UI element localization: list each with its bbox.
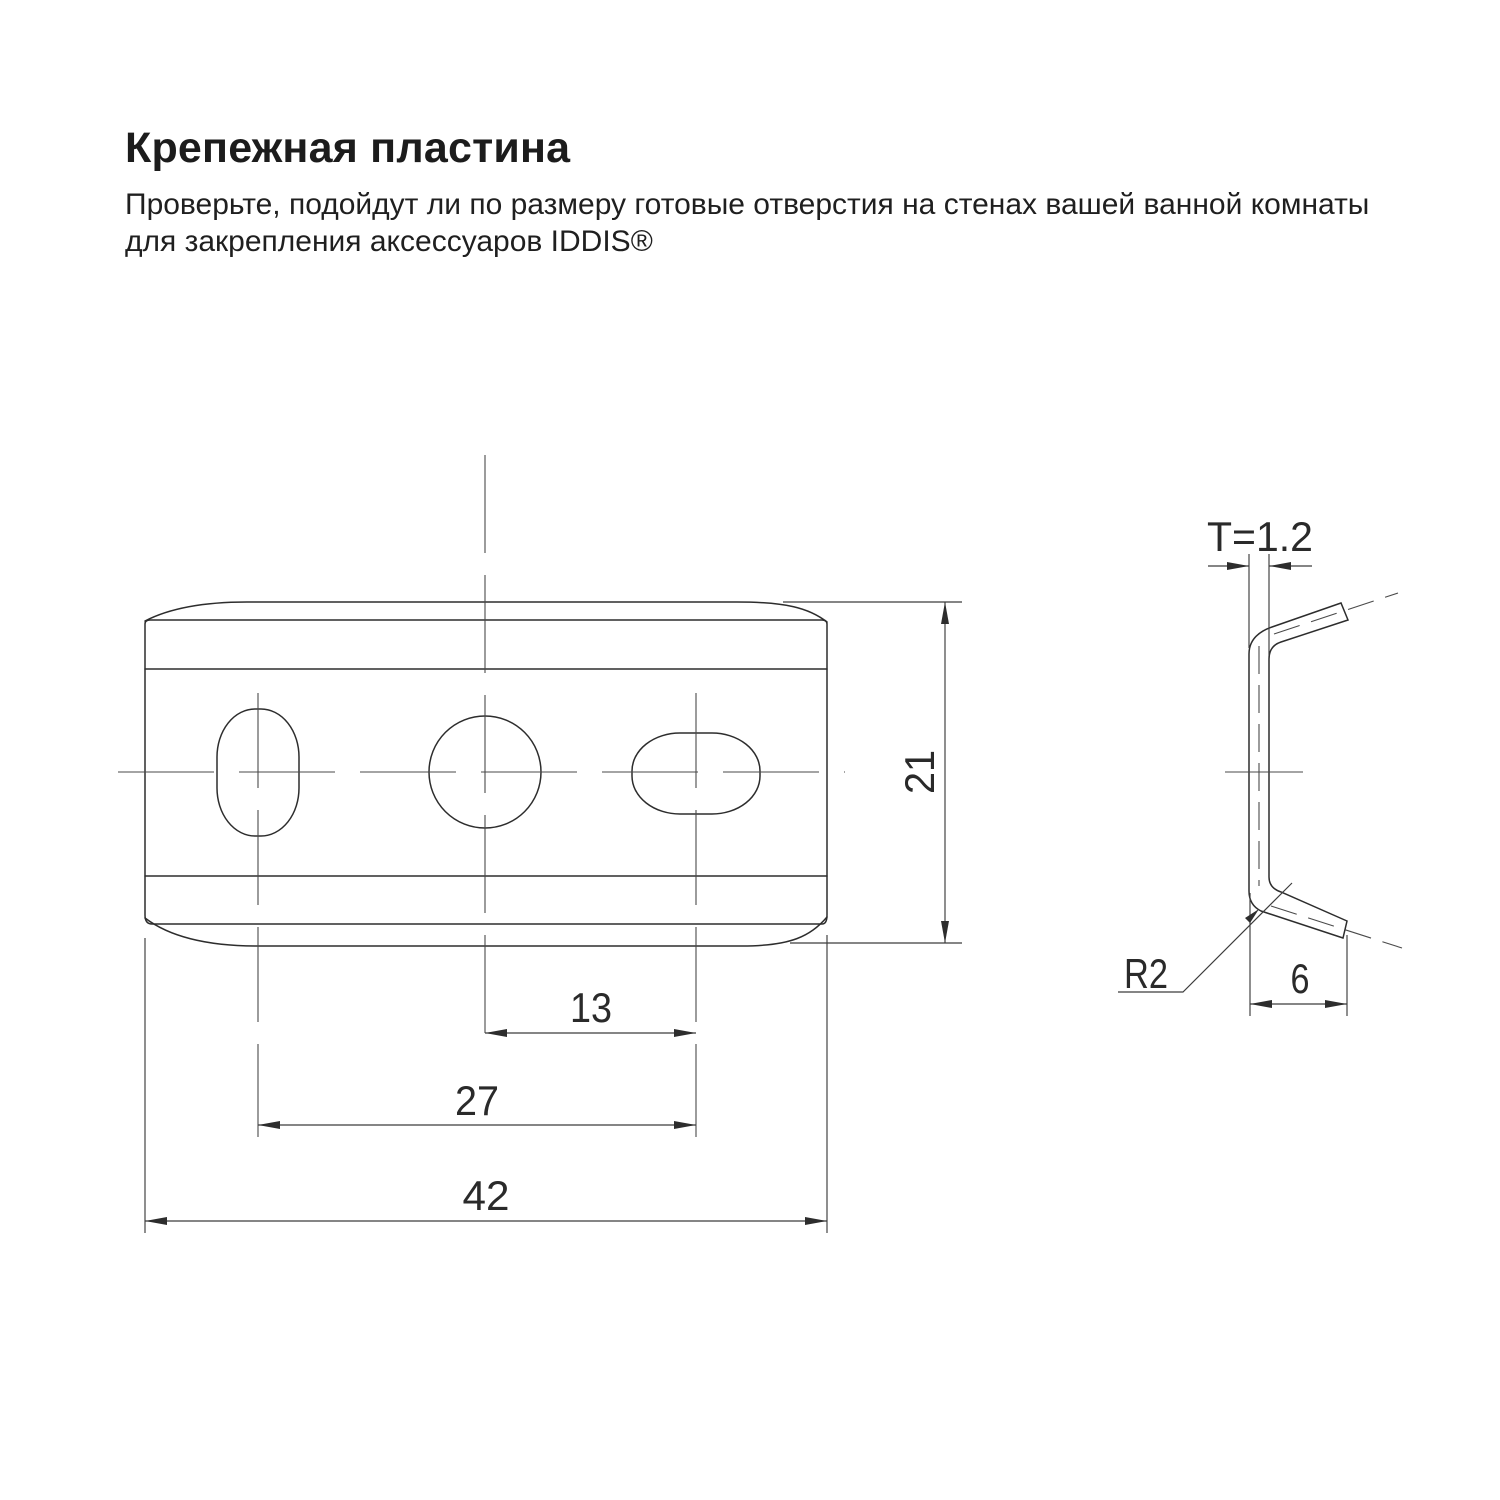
side-view [1118,513,1402,1016]
dimension-21 [896,602,949,943]
dimension-13 [485,984,696,1037]
midplane-dashed-lines [1225,593,1402,948]
dim-13-label: 13 [570,984,612,1031]
dimension-42 [145,1172,827,1225]
plate-outline [145,602,827,946]
bend-radius-leader [1118,883,1292,997]
midline-bottom-flange [1271,906,1402,948]
dim-flange-width-label: 6 [1290,955,1310,1002]
midline-top-flange [1274,593,1398,634]
plate-bottom-silhouette [145,917,827,946]
dim-21-label: 21 [896,747,943,794]
dim-27-label: 27 [455,1077,499,1124]
description-line-2: для закрепления аксессуаров IDDIS® [125,225,653,258]
centerlines [118,455,845,1137]
plate-top-silhouette [145,602,827,622]
dim-bend-radius-label: R2 [1124,950,1168,997]
dimension-27 [258,1077,696,1129]
dim-thickness-label: T=1.2 [1207,513,1313,560]
extension-lines [145,602,962,1233]
page-title: Крепежная пластина [125,124,571,172]
dim-42-label: 42 [462,1172,510,1219]
section-profile [1249,603,1348,938]
description-line-1: Проверьте, подойдут ли по размеру готовые отверстия на стенах вашей ванной комнаты [125,188,1370,221]
dimension-thickness [1207,513,1313,660]
front-view [118,455,962,1233]
